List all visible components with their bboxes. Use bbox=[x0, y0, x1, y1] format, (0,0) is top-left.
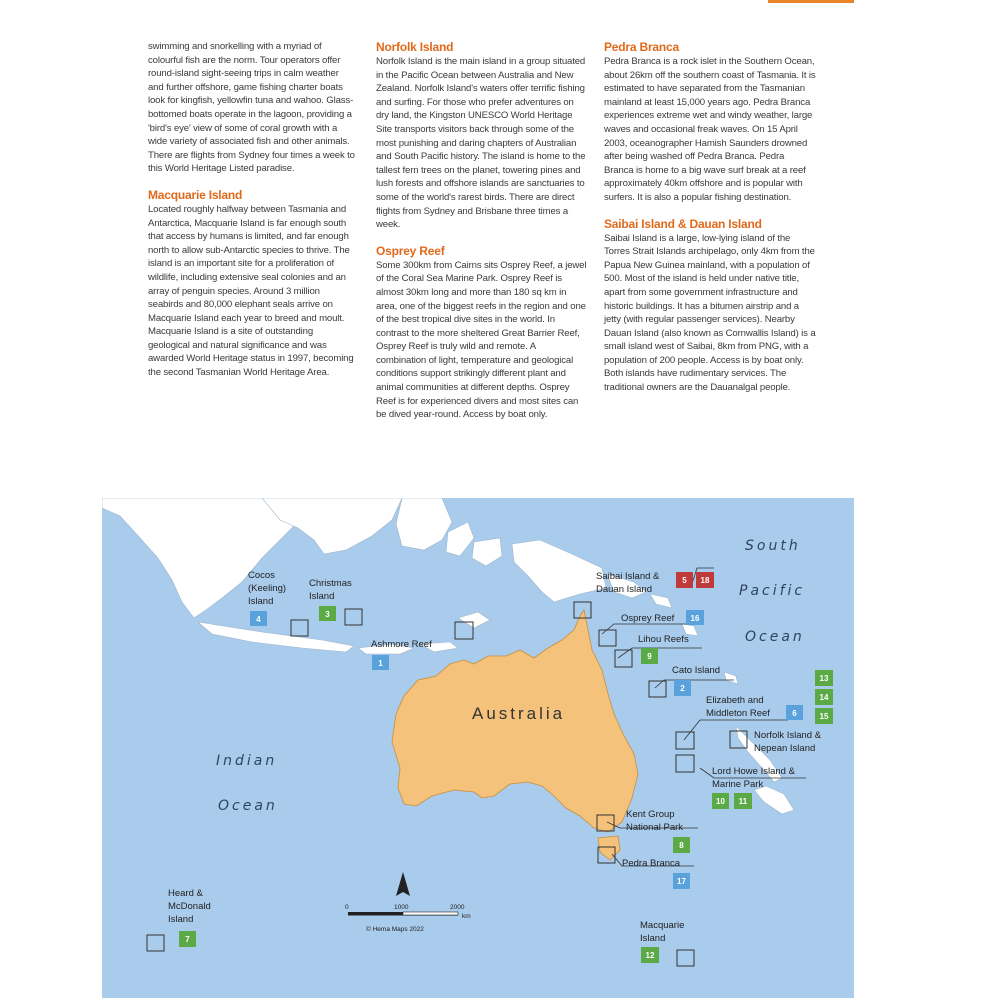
badge-macquarie bbox=[641, 947, 659, 963]
saibai-label-2: Dauan Island bbox=[596, 584, 652, 595]
badge-osprey bbox=[686, 610, 704, 625]
map-credit: © Hema Maps 2022 bbox=[366, 926, 424, 933]
scale-unit: km bbox=[462, 913, 471, 920]
intro-paragraph: swimming and snorkelling with a myriad of colourful fish are the norm. Tour operators offer round-island sight-seeing trips in calm weather and further offshore, game fishing charter boats look for kingfish, yellowfin tuna and wahoo. Glass-bottomed boats operate in the lagoon, providing a 'bird's eye' view of some of coral growth with a wide variety of associated fish and other animals. There are flights from Sydney four times a week to this World Heritage Listed paradise. bbox=[148, 41, 355, 175]
badge-15 bbox=[815, 708, 833, 724]
cocos-label-1: Cocos bbox=[248, 570, 275, 581]
norfolk-label-2: Nepean Island bbox=[754, 743, 816, 754]
text-column-1 bbox=[148, 40, 356, 392]
badge-elizabeth bbox=[786, 705, 803, 720]
kent-label-2: National Park bbox=[626, 822, 684, 833]
badge-lihou bbox=[641, 648, 658, 664]
badge-elizabeth-text: 6 bbox=[792, 709, 797, 718]
body-saibai: Saibai Island is a large, low-lying island of the Torres Strait Islands archipelago, only 4km from the Papua New Guinea mainland, with a population of 500. Most of the island is held under native title, apart from some government infrastructure and historic buildings. It has a bitumen airstrip and a jetty (with regular passenger services). Nearby Dauan Island (also known as Cornwallis Island) is a small island west of Saibai, 8km from PNG, with a population of 200 people. Access is by boat only. Both islands have rudimentary services. The traditional owners are the Dauanalgal people. bbox=[604, 232, 816, 394]
islands-map bbox=[102, 498, 854, 998]
heading-pedra: Pedra Branca bbox=[604, 40, 679, 54]
ashmore-label: Ashmore Reef bbox=[371, 639, 432, 650]
ocean-right-label: Ocean bbox=[745, 629, 805, 645]
pedra-label: Pedra Branca bbox=[622, 858, 681, 869]
heading-osprey: Osprey Reef bbox=[376, 243, 445, 258]
badge-14-text: 14 bbox=[819, 693, 829, 702]
cocos-label-3: Island bbox=[248, 596, 274, 607]
osprey-label: Osprey Reef bbox=[621, 613, 675, 624]
body-pedra: Pedra Branca is a rock islet in the Southern Ocean, about 26km off the southern coast of Tasmania. It is estimated to have separated from the Tasmanian mainland at least 15,000 years ago. Pedra Branca experiences extreme wet and windy weather, large waves and occasional freak waves. On 15 April 2003, oceanographer Hamish Saunders drowned after being washed off Pedra Branca. Pedra Branca is home to a big wave surf break at a reef approximately 40km offshore and is popular with surfers. It is also a popular fishing destination. bbox=[604, 56, 816, 203]
body-norfolk: Norfolk Island is the main island in a group situated in the Pacific Ocean between Australia and New Zealand. Norfolk Island's waters offer terrific fishing and surfing. For those who prefer adventures on dry land, the Kingston UNESCO World Heritage Site transports visitors back through some of the most punishing and daring chapters of Australian and South Pacific history. The island is home to the tallest fern trees on the planet, towering pines and lush forests and offshore islands are sanctuaries to some of the world's rarest birds. There are direct flights from Sydney and Brisbane three times a week. bbox=[376, 56, 586, 231]
badge-christmas bbox=[319, 606, 336, 621]
body-osprey: Some 300km from Cairns sits Osprey Reef, a jewel of the Coral Sea Marine Park. Osprey Reef is almost 30km long and more than 180 sq km in area, one of the biggest reefs in the region and one of the best tropical dive sites in the world. In contrast to the more sheltered Great Barrier Reef, Osprey Reef is truly wild and remote. A combination of light, temperature and geological conditions support strikingly different plant and animal communities at different depths. Osprey Reef is for experienced divers and most sites can be dived year-round. Access by boat only. bbox=[376, 259, 587, 421]
heading-macquarie: Macquarie Island bbox=[148, 187, 243, 202]
macquarie-label-1: Macquarie bbox=[640, 920, 685, 931]
badge-14 bbox=[815, 689, 833, 705]
badge-pedra-text: 17 bbox=[677, 877, 686, 886]
badge-osprey-text: 16 bbox=[690, 614, 700, 623]
cocos-label-2: (Keeling) bbox=[248, 583, 287, 594]
badge-13 bbox=[815, 670, 833, 686]
scale-bar bbox=[348, 912, 458, 915]
ocean-left-label: Ocean bbox=[218, 798, 278, 814]
badge-ashmore-text: 1 bbox=[378, 659, 383, 668]
elizabeth-label-1: Elizabeth and bbox=[706, 695, 764, 706]
norfolk-label-1: Norfolk Island & bbox=[754, 730, 822, 741]
badge-saibai-b bbox=[696, 572, 714, 588]
text-column-2 bbox=[376, 40, 588, 434]
badge-cato-text: 2 bbox=[680, 684, 685, 693]
badge-pedra bbox=[673, 873, 690, 889]
scale-mid: 1000 bbox=[394, 904, 409, 911]
header-accent-bar bbox=[768, 0, 854, 3]
heard-label-1: Heard & bbox=[168, 888, 203, 899]
badge-heard-text: 7 bbox=[185, 935, 190, 944]
south-label: South bbox=[745, 538, 801, 554]
badge-lordhowe-b bbox=[734, 793, 752, 809]
badge-cocos-text: 4 bbox=[256, 615, 261, 624]
macquarie-label-2: Island bbox=[640, 933, 666, 944]
scale-max: 2000 bbox=[450, 904, 465, 911]
heard-label-2: McDonald bbox=[168, 901, 211, 912]
badge-lordhowe-a-text: 10 bbox=[716, 797, 725, 806]
kent-label-1: Kent Group bbox=[626, 809, 675, 820]
badge-cato bbox=[674, 680, 691, 696]
heading-norfolk: Norfolk Island bbox=[376, 40, 454, 54]
badge-kent bbox=[673, 837, 690, 853]
text-column-3 bbox=[604, 40, 816, 407]
cato-label: Cato Island bbox=[672, 665, 721, 676]
badge-lordhowe-b-text: 11 bbox=[738, 797, 748, 806]
australia-label: Australia bbox=[472, 704, 566, 723]
indian-label: Indian bbox=[216, 753, 278, 769]
badge-saibai-b-text: 18 bbox=[700, 576, 710, 585]
body-macquarie: Located roughly halfway between Tasmania and Antarctica, Macquarie Island is far enough south that access by humans is limited, and far enough north to allow sub-Antarctic species to thrive. The island is an important site for a proliferation of wildlife, including extensive seal colonies and an array of penguin species. Around 3 million seabirds and 80,000 elephant seals arrive on Macquarie Island each year to breed and moult. Macquarie Island is a site of outstanding geological and natural significance and was awarded World Heritage status in 1997, becoming the second Tasmanian World Heritage Area. bbox=[148, 203, 354, 379]
christmas-label-2: Island bbox=[309, 591, 335, 602]
lordhowe-label-2: Marine Park bbox=[712, 779, 764, 790]
saibai-label-1: Saibai Island & bbox=[596, 571, 660, 582]
badge-ashmore bbox=[372, 655, 389, 670]
heard-label-3: Island bbox=[168, 914, 194, 925]
badge-christmas-text: 3 bbox=[325, 610, 330, 619]
scale-zero: 0 bbox=[345, 904, 349, 911]
badge-kent-text: 8 bbox=[679, 841, 684, 850]
badge-15-text: 15 bbox=[819, 712, 829, 721]
badge-heard bbox=[179, 931, 196, 947]
badge-lordhowe-a bbox=[712, 793, 729, 809]
badge-saibai-a bbox=[676, 572, 693, 588]
christmas-label-1: Christmas bbox=[309, 578, 352, 589]
elizabeth-label-2: Middleton Reef bbox=[706, 708, 770, 719]
lordhowe-label-1: Lord Howe Island & bbox=[712, 766, 795, 777]
badge-saibai-a-text: 5 bbox=[682, 576, 687, 585]
lihou-label: Lihou Reefs bbox=[638, 634, 689, 645]
badge-lihou-text: 9 bbox=[647, 652, 652, 661]
heading-saibai: Saibai Island & Dauan Island bbox=[604, 216, 762, 231]
badge-macquarie-text: 12 bbox=[645, 951, 655, 960]
badge-cocos bbox=[250, 611, 267, 626]
pacific-label: Pacific bbox=[739, 583, 806, 599]
badge-13-text: 13 bbox=[819, 674, 829, 683]
